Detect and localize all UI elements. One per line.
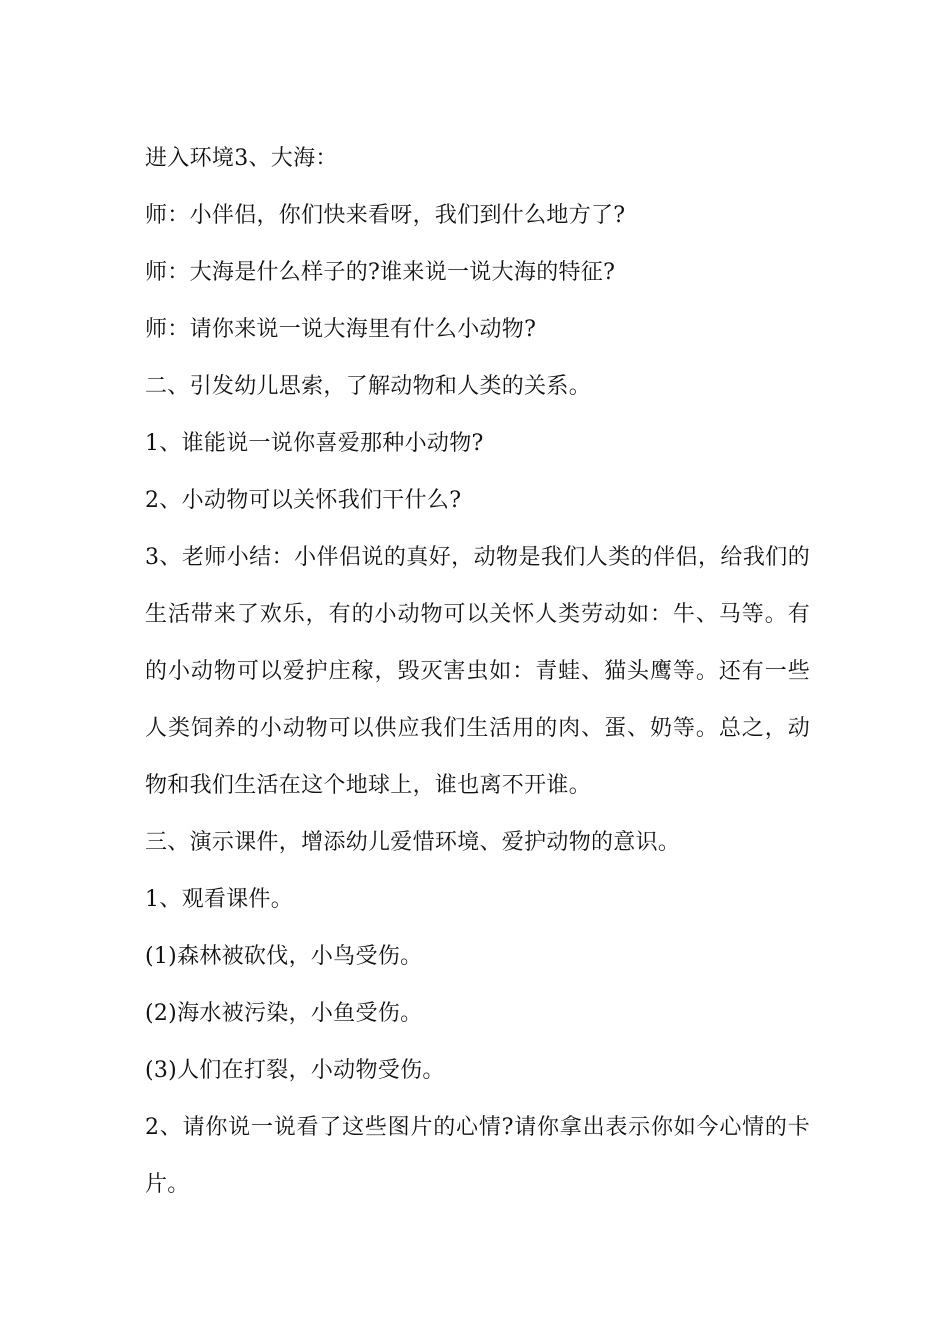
paragraph-teacher-question-1: 师：小伴侣，你们快来看呀，我们到什么地方了? <box>145 203 626 228</box>
list-item-feelings: 2、请你说一说看了这些图片的心情?请你拿出表示你如今心情的卡片。 <box>145 1115 810 1197</box>
sub-item-3: (3)人们在打裂，小动物受伤。 <box>145 1058 445 1083</box>
document-body <box>145 130 810 1213</box>
sub-item-2: (2)海水被污染，小鱼受伤。 <box>145 1001 423 1026</box>
section-heading-two: 二、引发幼儿思索，了解动物和人类的关系。 <box>145 374 592 399</box>
paragraph-teacher-question-3: 师：请你来说一说大海里有什么小动物? <box>145 317 537 342</box>
sub-item-1: (1)森林被砍伐，小鸟受伤。 <box>145 944 423 969</box>
list-item-2: 2、小动物可以关怀我们干什么? <box>145 488 462 513</box>
section-heading-three: 三、演示课件，增添幼儿爱惜环境、爱护动物的意识。 <box>145 830 681 855</box>
list-item-watch-courseware: 1、观看课件。 <box>145 887 294 912</box>
list-item-1: 1、谁能说一说你喜爱那种小动物? <box>145 431 484 456</box>
paragraph-env3-heading: 进入环境3、大海： <box>145 146 338 171</box>
paragraph-teacher-question-2: 师：大海是什么样子的?谁来说一说大海的特征? <box>145 260 616 285</box>
list-item-3-summary: 3、老师小结：小伴侣说的真好，动物是我们人类的伴侣，给我们的生活带来了欢乐，有的小动物可以关怀人类劳动如：牛、马等。有的小动物可以爱护庄稼，毁灭害虫如：青蛙、猫头鹰等。还有一些人类饲养的小动物可以供应我们生活用的肉、蛋、奶等。总之，动物和我们生活在这个地球上，谁也离不开谁。 <box>145 545 810 798</box>
